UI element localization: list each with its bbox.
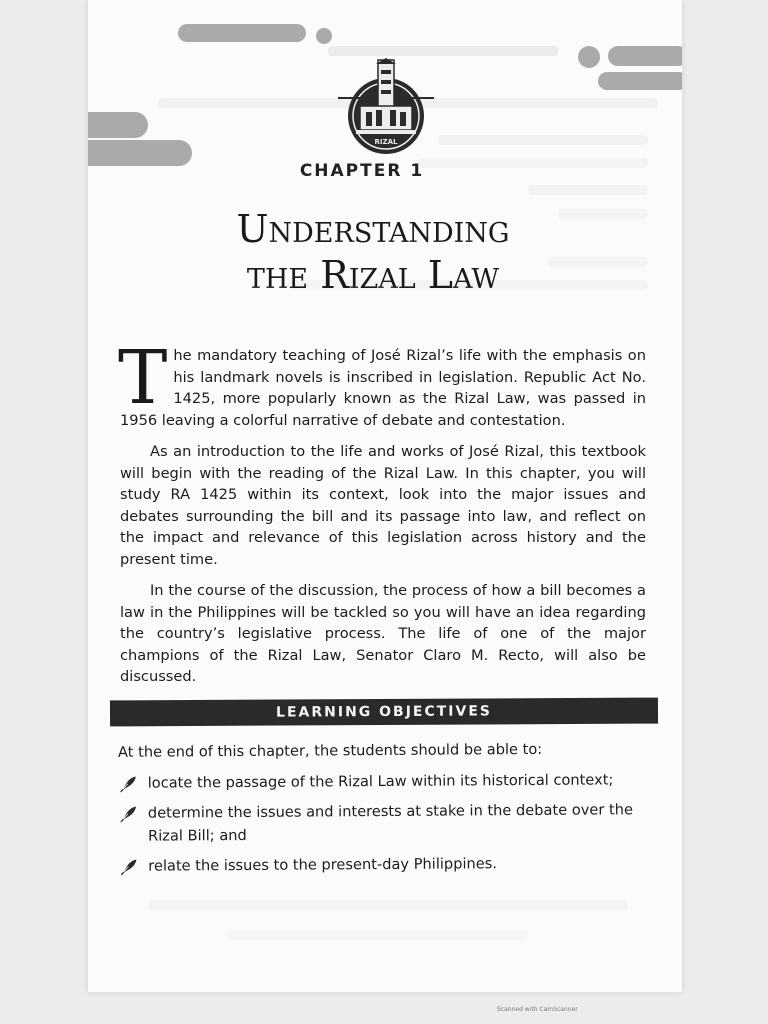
list-item [118, 798, 648, 848]
bleed-through-text [328, 46, 558, 56]
paragraph-1-text: he mandatory teaching of José Rizal’s life with the emphasis on his landmark novels is inscribed in legislation. Republic Act No. 1425, more popularly known as the Rizal Law, was passed in 1956 leaving a colorful narrative of debate and contestation. [120, 347, 646, 429]
quill-icon [120, 858, 138, 876]
quill-icon [120, 775, 138, 793]
learning-objectives-header [110, 698, 658, 727]
bleed-through-text [228, 930, 528, 940]
marker-stroke [608, 46, 682, 66]
logo-text: RIZAL [374, 138, 398, 146]
objective-text: relate the issues to the present-day Philippines. [148, 855, 498, 875]
bleed-through-text [528, 185, 648, 195]
marker-dot [578, 46, 600, 68]
learning-objectives-title: LEARNING OBJECTIVES [275, 703, 493, 721]
marker-stroke [178, 24, 306, 42]
paragraph-2: As an introduction to the life and works of José Rizal, this textbook will begin with the reading of the Rizal Law. In this chapter, you will study RA 1425 within its context, look into the major issues and debates surrounding the bill and its passage into law, and reflect on the impact and relevance of this legislation across history and the present time. [120, 443, 646, 568]
chapter-label: CHAPTER 1 [299, 161, 425, 181]
marker-dot [316, 28, 332, 44]
objectives-list [118, 768, 649, 885]
list-item [118, 851, 648, 878]
objective-text: locate the passage of the Rizal Law within its historical context; [147, 771, 614, 792]
scanner-watermark: Scanned with CamScanner [497, 1006, 578, 1013]
paragraph-1 [118, 335, 646, 431]
bleed-through-text [438, 135, 648, 145]
rizal-monument-icon [336, 58, 436, 158]
quill-icon [120, 805, 138, 823]
chapter-title-line-2: the Rizal Law [246, 253, 500, 297]
marker-stroke [88, 112, 148, 138]
objectives-intro: At the end of this chapter, the students should be able to: [117, 740, 543, 761]
chapter-title [88, 206, 658, 298]
bleed-through-text [148, 900, 628, 910]
chapter-introduction [118, 335, 646, 698]
list-item [118, 768, 648, 795]
drop-cap: T [118, 335, 168, 421]
marker-stroke [598, 72, 682, 90]
document-page [88, 0, 682, 992]
chapter-title-line-1: Understanding [236, 207, 510, 251]
paragraph-3: In the course of the discussion, the process of how a bill becomes a law in the Philippines will be tackled so you will have an idea regarding the country’s legislative process. The life of one of the major champions of the Rizal Law, Senator Claro M. Recto, will also be discussed. [120, 582, 646, 685]
objective-text: determine the issues and interests at stake in the debate over the Rizal Bill; and [147, 801, 633, 845]
